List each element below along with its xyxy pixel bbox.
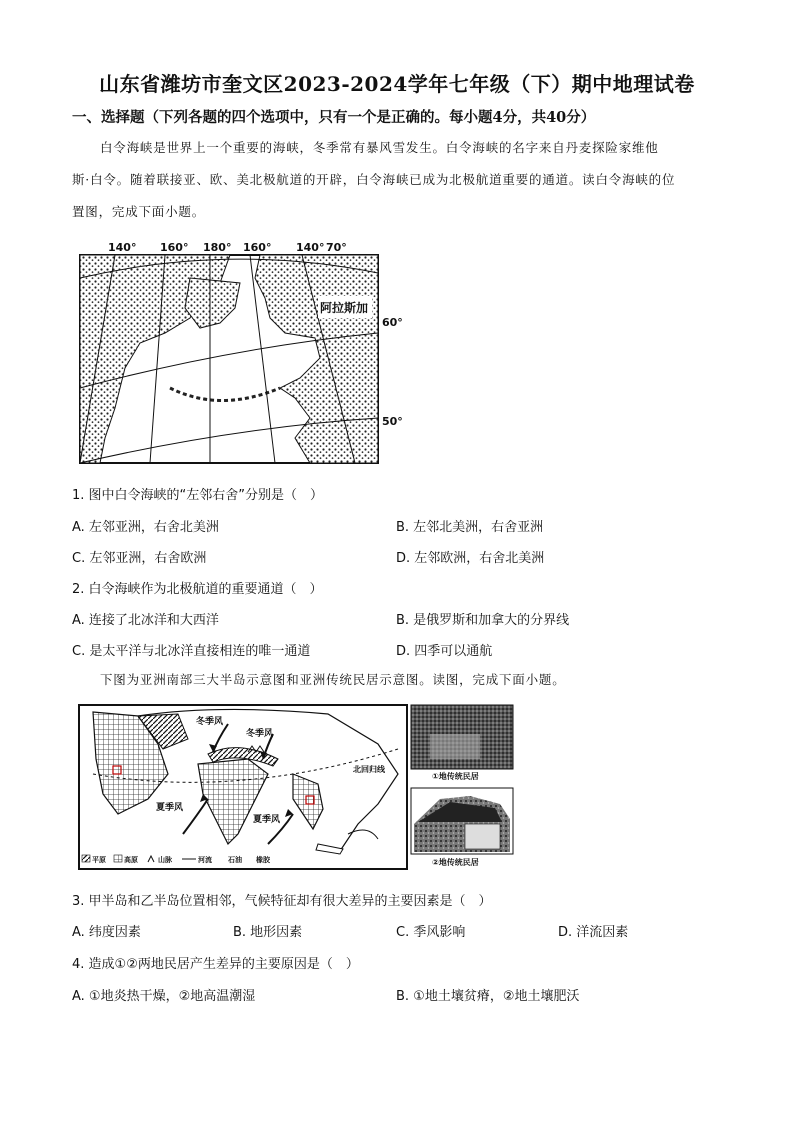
winter-monsoon-label: 冬季风 — [196, 717, 224, 727]
map1-lon-160b: 160° — [243, 241, 272, 254]
question-3-option-a[interactable]: A. 纬度因素 — [72, 925, 141, 940]
page-title: 山东省潍坊市奎文区2023-2024学年七年级（下）期中地理试卷 — [99, 72, 695, 96]
passage-1-line-1: 白令海峡是世界上一个重要的海峡，冬季常有暴风雪发生。白令海峡的名字来自丹麦探险家维他 — [100, 140, 659, 155]
map1-lon-140a: 140° — [108, 241, 137, 254]
question-3-option-b[interactable]: B. 地形因素 — [233, 925, 303, 940]
legend-plain: 平原 — [92, 856, 106, 864]
house-2-caption: ②地传统民居 — [432, 858, 479, 867]
passage-1-line-3: 置图，完成下面小题。 — [72, 204, 206, 219]
question-1-option-d[interactable]: D. 左邻欧洲，右舍北美洲 — [396, 551, 545, 566]
map1-lat-50: 50° — [382, 415, 403, 428]
map1-lon-160a: 160° — [160, 241, 189, 254]
section-heading: 一、选择题（下列各题的四个选项中，只有一个是正确的。每小题4分，共40分） — [72, 109, 596, 126]
question-2-option-c[interactable]: C. 是太平洋与北冰洋直接相连的唯一通道 — [72, 644, 311, 659]
summer-monsoon-label: 夏季风 — [156, 803, 184, 813]
map1-lat-60: 60° — [382, 316, 403, 329]
legend-oil: 石油 — [228, 856, 242, 864]
question-4-stem: 4. 造成①②两地民居产生差异的主要原因是（ ） — [72, 957, 359, 972]
question-4-option-b[interactable]: B. ①地土壤贫瘠，②地土壤肥沃 — [396, 989, 580, 1004]
alaska-label: 阿拉斯加 — [320, 301, 369, 315]
question-1-stem: 1. 图中白令海峡的“左邻右舍”分别是（ ） — [72, 488, 324, 503]
summer-monsoon-label-2: 夏季风 — [253, 815, 281, 825]
house-1-caption: ①地传统民居 — [432, 772, 479, 781]
question-2-option-d[interactable]: D. 四季可以通航 — [396, 644, 493, 659]
legend-plateau: 高原 — [124, 856, 138, 864]
south-asia-peninsulas-map — [78, 704, 408, 870]
question-1-option-c[interactable]: C. 左邻亚洲，右舍欧洲 — [72, 551, 207, 566]
winter-monsoon-label-2: 冬季风 — [246, 729, 274, 739]
question-3-stem: 3. 甲半岛和乙半岛位置相邻，气候特征却有很大差异的主要因素是（ ） — [72, 894, 492, 909]
map1-lat-70: 70° — [326, 241, 347, 254]
legend-river: 河流 — [198, 856, 212, 864]
question-3-option-d[interactable]: D. 洋流因素 — [558, 925, 629, 940]
legend-rubber: 橡胶 — [256, 856, 270, 864]
question-2-option-a[interactable]: A. 连接了北冰洋和大西洋 — [72, 613, 219, 628]
question-4-option-a[interactable]: A. ①地炎热干燥，②地高温潮湿 — [72, 989, 256, 1004]
question-2-option-b[interactable]: B. 是俄罗斯和加拿大的分界线 — [396, 613, 570, 628]
question-1-option-a[interactable]: A. 左邻亚洲，右舍北美洲 — [72, 520, 219, 535]
passage-1-line-2: 斯·白令。随着联接亚、欧、美北极航道的开辟，白令海峡已成为北极航道重要的通道。读白令海峡的位 — [72, 172, 676, 187]
traditional-houses-figure — [410, 704, 514, 870]
legend-mountain: 山脉 — [158, 856, 172, 864]
question-3-option-c[interactable]: C. 季风影响 — [396, 925, 466, 940]
bering-strait-map — [70, 238, 415, 468]
map1-lon-140b: 140° — [296, 241, 325, 254]
question-2-stem: 2. 白令海峡作为北极航道的重要通道（ ） — [72, 582, 323, 597]
question-1-option-b[interactable]: B. 左邻北美洲，右舍亚洲 — [396, 520, 544, 535]
passage-2: 下图为亚洲南部三大半岛示意图和亚洲传统民居示意图。读图，完成下面小题。 — [100, 672, 566, 687]
map1-lon-180: 180° — [203, 241, 232, 254]
tropic-label: 北回归线 — [353, 765, 385, 774]
